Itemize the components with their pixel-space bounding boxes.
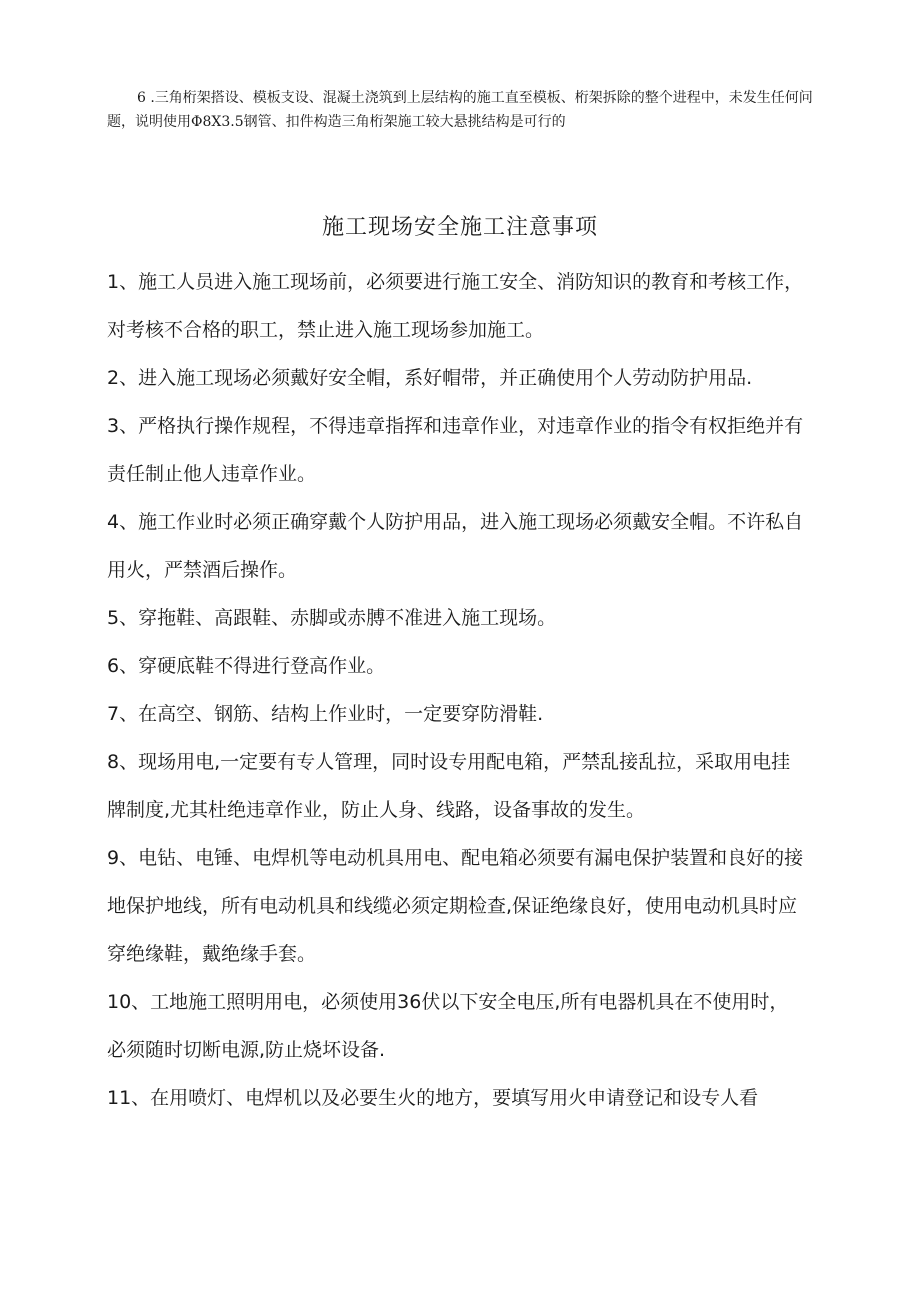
list-item: 10、工地施工照明用电，必须使用36伏以下安全电压,所有电器机具在不使用时，必须随时切断电源,防止烧坏设备. [107, 991, 789, 1061]
list-item: 5、穿拖鞋、高跟鞋、赤脚或赤膊不准进入施工现场。 [107, 607, 557, 629]
list-item: 7、在高空、钢筋、结构上作业时，一定要穿防滑鞋. [107, 703, 544, 725]
list-item: 9、电钻、电锤、电焊机等电动机具用电、配电箱必须要有漏电保护装置和良好的接地保护地线，所有电动机具和线缆必须定期检查,保证绝缘良好，使用电动机具时应穿绝缘鞋，戴绝缘手套。 [107, 847, 804, 965]
safety-items-list [107, 258, 807, 1122]
list-item: 4、施工作业时必须正确穿戴个人防护用品，进入施工现场必须戴安全帽。不许私自用火，严禁酒后操作。 [107, 511, 804, 581]
list-item: 11、在用喷灯、电焊机以及必要生火的地方，要填写用火申请登记和设专人看 [107, 1087, 759, 1109]
list-item: 8、现场用电,一定要有专人管理，同时设专用配电箱，严禁乱接乱拉，采取用电挂牌制度,尤其杜绝违章作业，防止人身、线路，设备事故的发生。 [107, 751, 791, 821]
intro-text: 6 .三角桁架搭设、模板支设、混凝土浇筑到上层结构的施工直至模板、桁架拆除的整个进程中，未发生任何问题，说明使用Φ8X3.5钢管、扣件构造三角桁架施工较大悬挑结构是可行的 [107, 90, 813, 130]
intro-paragraph [107, 86, 827, 134]
page-title: 施工现场安全施工注意事项 [321, 215, 598, 240]
list-item: 3、严格执行操作规程，不得违章指挥和违章作业，对违章作业的指令有权拒绝并有责任制止他人违章作业。 [107, 415, 804, 485]
list-item: 6、穿硬底鞋不得进行登高作业。 [107, 655, 386, 677]
list-item: 2、进入施工现场必须戴好安全帽，系好帽带，并正确使用个人劳动防护用品. [107, 367, 753, 389]
list-item: 1、施工人员进入施工现场前，必须要进行施工安全、消防知识的教育和考核工作，对考核不合格的职工，禁止进入施工现场参加施工。 [107, 271, 804, 341]
